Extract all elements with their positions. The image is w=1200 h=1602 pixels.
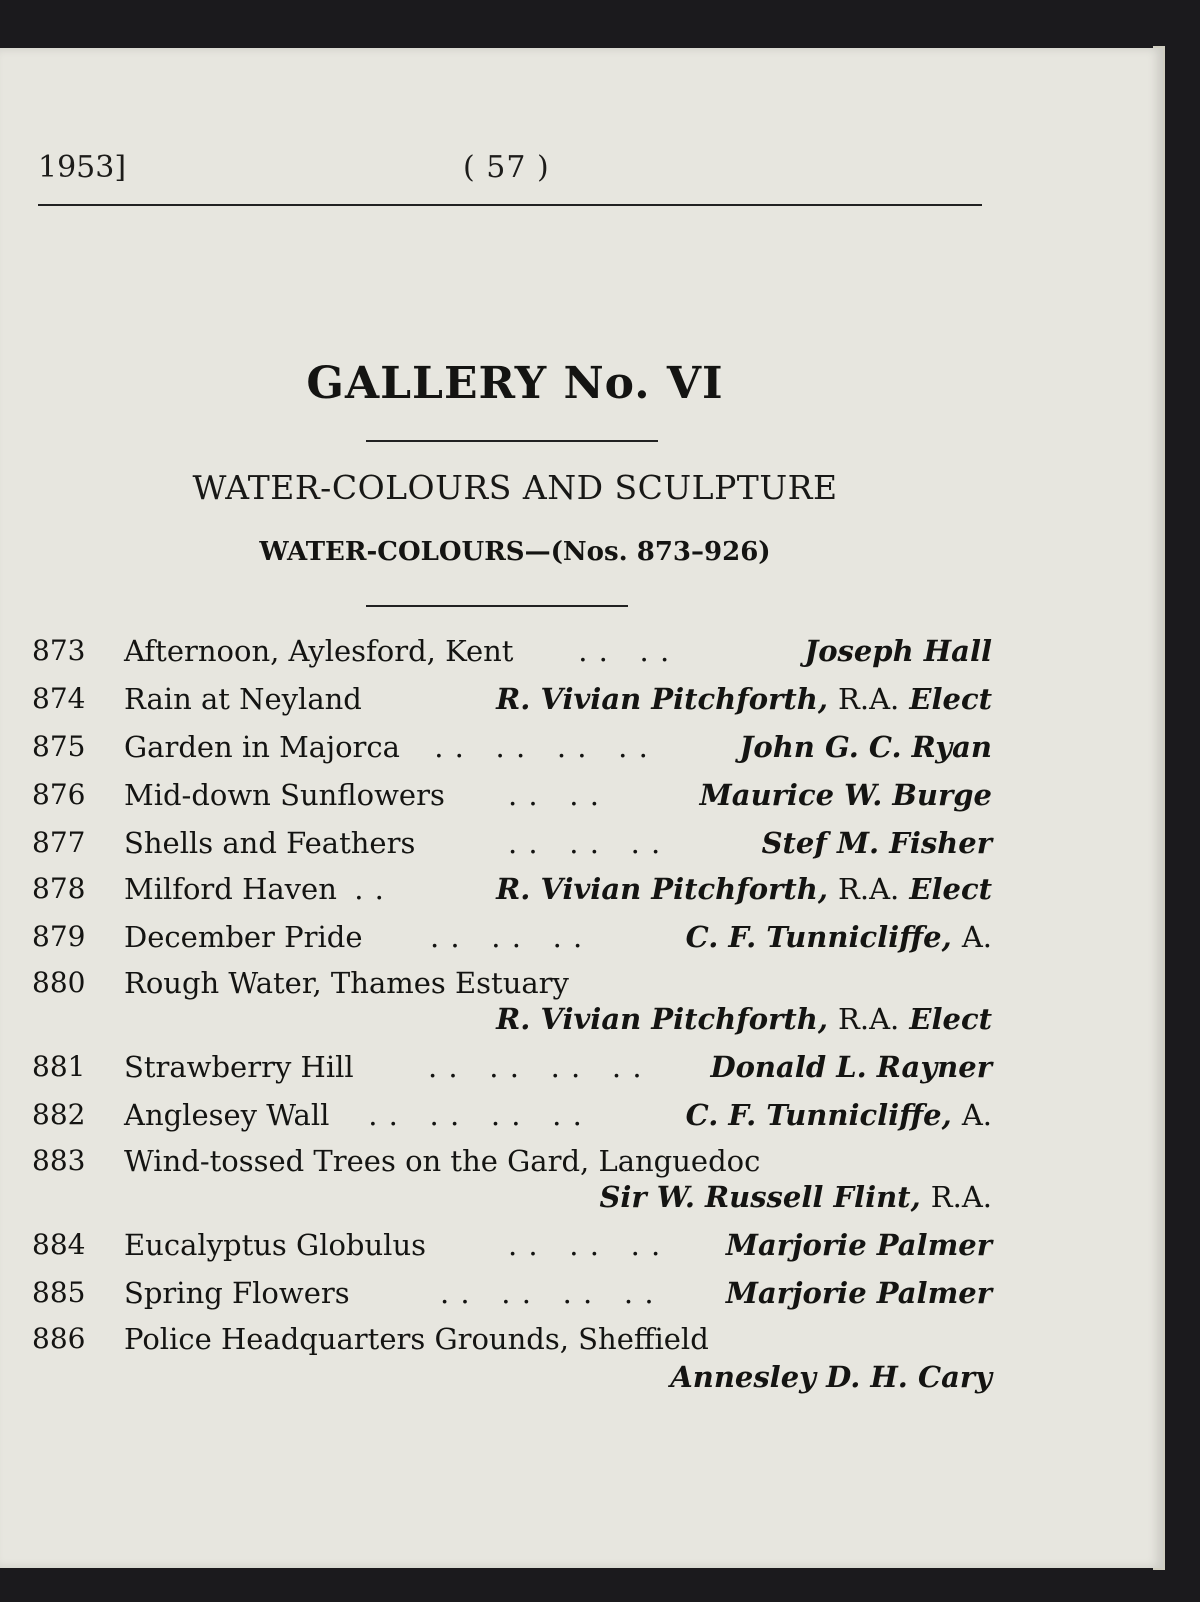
dot-leader: . . . . . . — [430, 920, 584, 954]
entry-title: Wind-tossed Trees on the Gard, Languedoc — [124, 1144, 761, 1178]
entry-title: Milford Haven — [124, 872, 337, 906]
entry-artist-880 — [32, 1002, 992, 1036]
entry-artist-883 — [32, 1180, 992, 1214]
artist-honour-note: Elect — [909, 872, 992, 906]
catalogue-entry-886 — [32, 1322, 992, 1362]
catalogue-entry-875 — [32, 730, 992, 770]
subtitle: WATER-COLOURS AND SCULPTURE — [192, 468, 838, 507]
entry-artist: Donald L. Rayner — [710, 1050, 992, 1084]
header-rule — [38, 204, 982, 206]
entry-title: Anglesey Wall — [124, 1098, 330, 1132]
catalogue-entry-876 — [32, 778, 992, 818]
entry-title: Spring Flowers — [124, 1276, 350, 1310]
artist-honour: R.A. — [930, 1180, 992, 1214]
entry-number: 884 — [32, 1228, 86, 1261]
catalogue-entry-873 — [32, 634, 992, 674]
header-page-number: ( 57 ) — [463, 150, 550, 185]
entry-artist-886: Annesley D. H. Cary — [670, 1360, 992, 1394]
artist-honour: A. — [961, 920, 992, 954]
dot-leader: . . . . . . . . — [424, 730, 649, 764]
catalogue-entry-874 — [32, 682, 992, 722]
catalogue-entry-880 — [32, 966, 992, 1006]
entry-artist: Marjorie Palmer — [725, 1228, 992, 1262]
entry-title: Afternoon, Aylesford, Kent — [124, 634, 514, 668]
catalogue-entry-877 — [32, 826, 992, 866]
artist-honour-note: Elect — [909, 682, 992, 716]
catalogue-entry-881 — [32, 1050, 992, 1090]
section-heading: WATER-COLOURS—(Nos. 873–926) — [259, 537, 771, 567]
entry-number: 878 — [32, 872, 86, 905]
header-year: 1953] — [38, 150, 127, 185]
entry-number: 877 — [32, 826, 86, 859]
entry-number: 874 — [32, 682, 86, 715]
entry-number: 883 — [32, 1144, 86, 1177]
entry-artist: John G. C. Ryan — [739, 730, 992, 764]
entry-number: 885 — [32, 1276, 86, 1309]
entry-number: 873 — [32, 634, 86, 667]
artist-honour: A. — [961, 1098, 992, 1132]
artist-name: C. F. Tunnicliffe, — [685, 1098, 952, 1132]
dot-leader: . . . . . . — [508, 826, 662, 860]
entry-number: 886 — [32, 1322, 86, 1355]
catalogue-entry-885 — [32, 1276, 992, 1316]
entry-title: December Pride — [124, 920, 363, 954]
dot-leader: . . . . . . . . — [428, 1050, 643, 1084]
entry-title: Eucalyptus Globulus — [124, 1228, 427, 1262]
entry-artist — [686, 1098, 992, 1132]
entry-number: 876 — [32, 778, 86, 811]
entry-number: 881 — [32, 1050, 86, 1083]
entry-artist — [496, 872, 992, 906]
artist-honour: R.A. — [838, 1002, 900, 1036]
entry-artist: Maurice W. Burge — [699, 778, 992, 812]
artist-name: R. Vivian Pitchforth, — [496, 872, 828, 906]
entry-number: 880 — [32, 966, 86, 999]
catalogue-entry-879 — [32, 920, 992, 960]
artist-name: C. F. Tunnicliffe, — [685, 920, 952, 954]
entry-artist: Joseph Hall — [804, 634, 992, 668]
dot-leader: . . . . . . — [508, 1228, 662, 1262]
artist-honour-note: Elect — [909, 1002, 992, 1036]
entry-title: Strawberry Hill — [124, 1050, 354, 1084]
dot-leader: . . . . — [508, 778, 600, 812]
artist-honour: R.A. — [838, 682, 900, 716]
dot-leader: . . — [344, 872, 385, 906]
entry-title: Rain at Neyland — [124, 682, 362, 716]
entry-title: Police Headquarters Grounds, Sheffield — [124, 1322, 709, 1356]
entry-number: 882 — [32, 1098, 86, 1131]
artist-honour: R.A. — [838, 872, 900, 906]
entry-artist — [686, 920, 992, 954]
entry-title: Shells and Feathers — [124, 826, 416, 860]
catalogue-entry-883 — [32, 1144, 992, 1184]
section-rule — [366, 605, 628, 607]
entry-artist: Stef M. Fisher — [761, 826, 992, 860]
entry-title: Rough Water, Thames Estuary — [124, 966, 569, 1000]
entry-title: Garden in Majorca — [124, 730, 400, 764]
entry-artist — [496, 682, 992, 716]
entry-artist: Marjorie Palmer — [725, 1276, 992, 1310]
artist-name: R. Vivian Pitchforth, — [496, 682, 828, 716]
dot-leader: . . . . . . . . — [358, 1098, 583, 1132]
dot-leader: . . . . . . . . — [440, 1276, 655, 1310]
artist-name: R. Vivian Pitchforth, — [496, 1002, 828, 1036]
catalogue-entry-878 — [32, 872, 992, 912]
page-header — [38, 150, 982, 194]
entry-number: 879 — [32, 920, 86, 953]
gallery-title: GALLERY No. VI — [306, 358, 724, 409]
artist-name: Sir W. Russell Flint, — [599, 1180, 921, 1214]
dot-leader: . . . . — [568, 634, 671, 668]
catalogue-entry-882 — [32, 1098, 992, 1138]
entry-number: 875 — [32, 730, 86, 763]
entry-title: Mid-down Sunflowers — [124, 778, 445, 812]
title-rule — [366, 440, 658, 442]
catalogue-entry-884 — [32, 1228, 992, 1268]
